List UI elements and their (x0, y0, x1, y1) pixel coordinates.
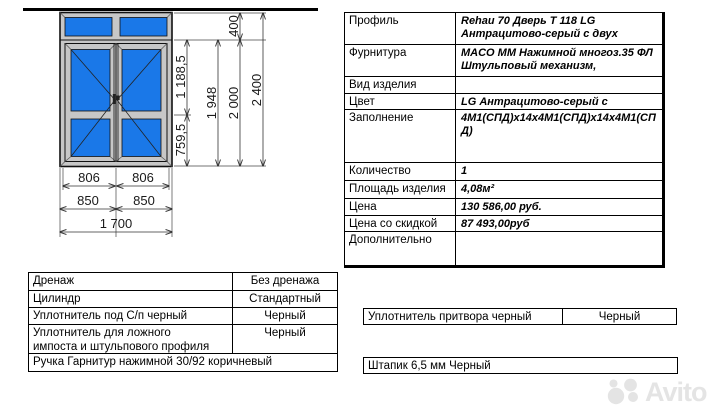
glass-left-upper (71, 50, 110, 112)
avito-logo-icon (606, 377, 642, 406)
dim-transom-height: 400 (226, 15, 241, 37)
table-row (29, 324, 337, 353)
transom-glass-left (65, 18, 112, 37)
table-row (345, 13, 662, 44)
option-value-cylinder: Стандартный (232, 291, 337, 307)
spec-label-hardware: Фурнитура (349, 47, 407, 59)
dim-sash-width-left: 806 (78, 170, 100, 185)
spec-value-color: LG Антрацитово-серый с (455, 94, 662, 109)
table-row (29, 290, 337, 307)
spec-value-price: 130 586,00 руб. (455, 199, 662, 215)
dim-leaf-height: 1 948 (204, 86, 219, 120)
dim-lower-pane-height: 759,5 (173, 123, 188, 157)
spec-value-profile: Rehau 70 Дверь Т 118 LG Антрацитово-серый с двух (455, 13, 662, 44)
spec-label-price: Цена (349, 201, 377, 213)
option-value-drainage: Без дренажа (232, 273, 337, 290)
dim-total-height: 2 400 (249, 73, 264, 107)
spec-value-additional (455, 232, 662, 265)
dim-door-height: 2 000 (226, 86, 241, 120)
transom-glass-right (120, 18, 167, 37)
table-row (29, 273, 337, 290)
option-label-cylinder: Цилиндр (33, 293, 81, 305)
table-row (345, 231, 662, 265)
rebate-seal-label: Уплотнитель притвора черный (368, 311, 532, 323)
table-row (345, 76, 662, 93)
glass-left-lower (71, 119, 110, 157)
dim-leaf-width-right: 850 (133, 193, 155, 208)
glazing-bead-note: Штапик 6,5 мм Черный (363, 357, 678, 374)
table-row (345, 162, 662, 180)
table-row (345, 93, 662, 109)
watermark-text: Avito (645, 376, 707, 407)
spec-table (344, 12, 665, 268)
rebate-seal-value: Черный (562, 309, 676, 324)
option-label-mullion-seal: Уплотнитель для ложного импоста и штульпового профиля (33, 327, 210, 353)
top-divider-rule (23, 8, 318, 11)
table-row (345, 44, 662, 76)
spec-value-product-type (455, 77, 662, 93)
spec-label-profile: Профиль (349, 15, 399, 27)
dim-total-width: 1 700 (99, 216, 133, 231)
spec-label-product-type: Вид изделия (349, 79, 417, 91)
spec-value-discount-price: 87 493,00руб (455, 216, 662, 231)
spec-value-area: 4,08м² (455, 181, 662, 198)
spec-label-additional: Дополнительно (349, 234, 432, 246)
spec-label-glazing: Заполнение (349, 112, 414, 124)
options-table (28, 272, 338, 372)
table-row (345, 198, 662, 215)
option-handle-note: Ручка Гарнитур нажимной 30/92 коричневый (29, 353, 337, 371)
glass-right-lower (122, 119, 161, 157)
dim-upper-pane-height: 1 188,5 (173, 55, 188, 99)
spec-label-quantity: Количество (349, 165, 411, 177)
table-row (345, 109, 662, 162)
option-value-mullion-seal: Черный (232, 325, 337, 353)
table-row (345, 180, 662, 198)
option-label-glazing-seal: Уплотнитель под С/п черный (33, 310, 188, 322)
door-drawing (0, 0, 330, 250)
table-row (345, 215, 662, 231)
spec-label-discount-price: Цена со скидкой (349, 218, 438, 230)
spec-label-area: Площадь изделия (349, 183, 446, 195)
spec-value-glazing: 4М1(СПД)х14х4М1(СПД)х14х4М1(СПД) (455, 110, 662, 162)
spec-value-quantity: 1 (455, 163, 662, 180)
watermark (606, 377, 707, 406)
glass-right-upper (122, 50, 161, 112)
table-row (29, 307, 337, 324)
dim-leaf-width-left: 850 (77, 193, 99, 208)
spec-value-hardware: MACO ММ Нажимной многоз.35 ФЛ Штульповый механизм, (455, 45, 662, 76)
spec-label-color: Цвет (349, 96, 375, 108)
rebate-seal-table (363, 308, 677, 325)
option-value-glazing-seal: Черный (232, 308, 337, 324)
dim-sash-width-right: 806 (132, 170, 154, 185)
option-label-drainage: Дренаж (33, 275, 75, 287)
